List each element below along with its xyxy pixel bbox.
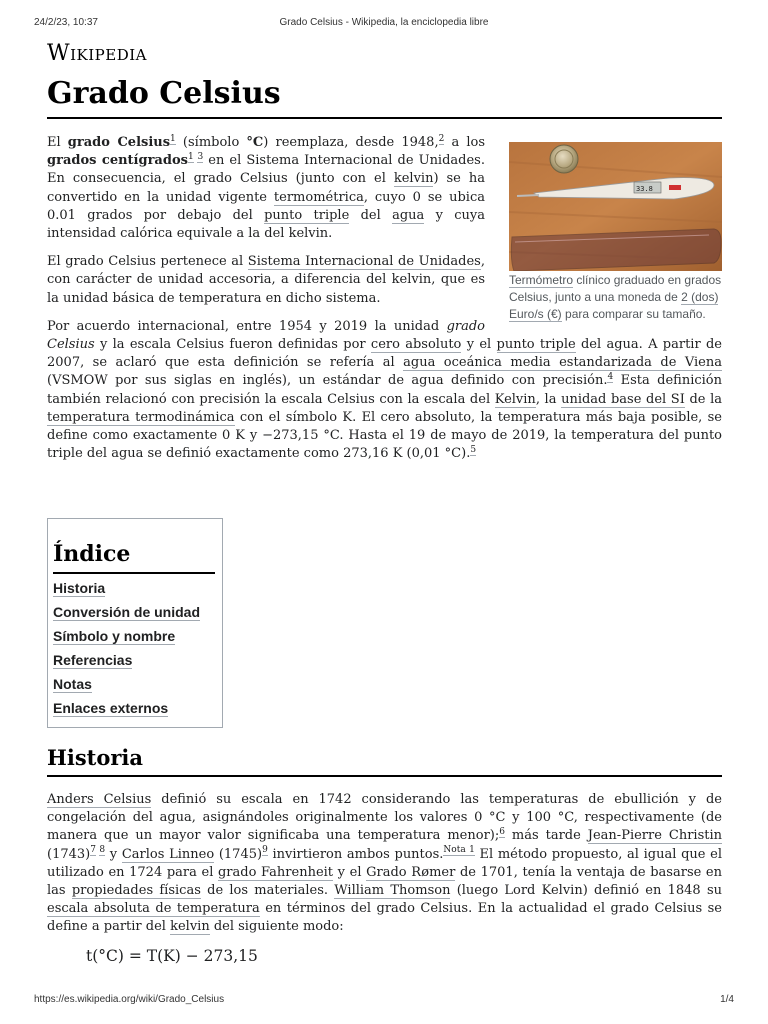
toc-item-historia[interactable] [53, 578, 217, 602]
paragraph-historia [47, 791, 722, 937]
text: Esta definición también relacionó con precisión la escala Celsius con la escala del [47, 373, 722, 407]
thermometer-photo[interactable] [509, 142, 722, 271]
text: del [349, 207, 393, 223]
article-intro [47, 134, 722, 473]
text: más tarde [504, 828, 588, 844]
paragraph-definition [47, 318, 722, 464]
print-page-title: Grado Celsius - Wikipedia, la enciclopedia libre [279, 17, 489, 28]
link-termometrica[interactable]: termométrica [273, 189, 364, 205]
print-datetime: 24/2/23, 10:37 [34, 17, 98, 28]
caption-text: clínico graduado en grados Celsius, junto a una moneda de [509, 273, 722, 304]
footnote-ref[interactable]: 8 [99, 845, 106, 856]
link-agua[interactable]: agua [392, 207, 425, 223]
link-cero-absoluto[interactable]: cero absoluto [370, 337, 462, 353]
term-grado-celsius-italic: grado Celsius [47, 318, 485, 353]
toc-item-label[interactable]: Notas [53, 676, 92, 692]
link-sistema-internacional[interactable]: Sistema Internacional de Unidades [247, 254, 481, 270]
link-carlos-linneo[interactable]: Carlos Linneo [121, 846, 215, 862]
text: del agua. A partir de 2007, se aclaró que esta definición se refería al [47, 337, 722, 371]
toc-item-label[interactable]: Referencias [53, 652, 133, 668]
toc-item-label[interactable]: Historia [53, 580, 106, 596]
link-termometro[interactable]: Termómetro [509, 273, 574, 287]
page-title: Grado Celsius [47, 76, 281, 111]
print-url: https://es.wikipedia.org/wiki/Grado_Celsius [34, 994, 225, 1005]
text: El método propuesto, al igual que el utilizado en 1724 para el [47, 846, 722, 880]
footnote-ref[interactable]: 5 [470, 444, 477, 455]
link-euro[interactable]: Euro/s (€) [509, 307, 562, 321]
text: en el Sistema Internacional de Unidades. En consecuencia, el grado Celsius (junto con el [47, 153, 485, 187]
footnote-ref[interactable]: 1 [187, 151, 194, 162]
footnote-ref[interactable]: 7 [90, 845, 96, 856]
text: , cuyo 0 se ubica 0.01 grados por debajo del [47, 189, 485, 223]
svg-text:33.8: 33.8 [636, 185, 653, 193]
text: (VSMOW por sus siglas en inglés), un estándar de agua definido con precisión. [47, 373, 608, 389]
print-footer [34, 994, 734, 1008]
text: y el [461, 337, 497, 353]
footnote-ref[interactable]: 1 [170, 133, 176, 144]
link-anders-celsius[interactable]: Anders Celsius [47, 792, 152, 807]
toc-title: Índice [53, 541, 131, 567]
text: y [105, 846, 122, 862]
toc-item-label[interactable]: Símbolo y nombre [53, 628, 176, 644]
print-header [34, 17, 734, 31]
link-kelvin[interactable]: kelvin [393, 171, 434, 187]
text: y cuya intensidad calórica equivale a la del kelvin. [47, 207, 485, 242]
link-grado-fahrenheit[interactable]: grado Fahrenheit [217, 864, 334, 880]
text: , la [535, 391, 562, 407]
footnote-ref[interactable]: 4 [607, 372, 614, 383]
link-vsmow[interactable]: agua oceánica media estandarizada de Viena [403, 355, 722, 371]
text: invirtieron ambos puntos. [267, 846, 444, 862]
symbol-celsius: °C [246, 135, 264, 150]
link-grado-romer[interactable]: Grado Rømer [366, 864, 456, 880]
link-temperatura-termodinamica[interactable]: temperatura termodinámica [47, 409, 235, 425]
text: , con carácter de unidad accesoria, a diferencia del kelvin, que es la unidad básica de temperatura en dicho sistema. [47, 254, 485, 306]
link-escala-absoluta[interactable]: escala absoluta de temperatura [47, 901, 260, 917]
text: en términos del grado Celsius. En la actualidad el grado Celsius se define a partir del [47, 901, 723, 935]
toc-item-referencias[interactable] [53, 650, 217, 674]
toc-item-label[interactable]: Conversión de unidad [53, 604, 201, 620]
text: a los [444, 135, 486, 150]
link-punto-triple[interactable]: punto triple [496, 337, 576, 353]
text: (símbolo [175, 135, 247, 150]
text: y la escala Celsius fueron definidas por [94, 337, 371, 353]
link-punto-triple[interactable]: punto triple [264, 207, 350, 223]
text: El [47, 135, 68, 150]
infobox-figure [509, 142, 722, 323]
footnote-ref[interactable]: 3 [197, 151, 204, 162]
toc-item-simbolo[interactable] [53, 626, 217, 650]
text: con el símbolo K. El cero absoluto, la temperatura más baja posible, se define como exactamente 0 K y −273,15 °C. Hasta el 19 de mayo de 2019, la temperatura del punto triple del agua se definió exactamente como 273,16 K (0,01 °C). [47, 409, 722, 462]
term-grado-celsius: grado Celsius [67, 135, 171, 150]
link-unidad-base-si[interactable]: unidad base del SI [561, 391, 685, 407]
toc-item-conversion[interactable] [53, 602, 217, 626]
title-divider [47, 117, 722, 119]
link-kelvin[interactable]: Kelvin [494, 391, 536, 407]
section-historia [47, 791, 722, 937]
toc-item-label[interactable]: Enlaces externos [53, 700, 169, 716]
section-title-historia: Historia [47, 745, 143, 770]
footnote-ref[interactable]: 2 [438, 133, 445, 144]
infobox-caption [509, 272, 722, 323]
table-of-contents [47, 518, 223, 728]
note-ref[interactable]: Nota 1 [443, 845, 475, 856]
wikipedia-wordmark[interactable]: Wikipedia [47, 41, 147, 66]
text: del siguiente modo: [209, 919, 344, 935]
text: (1745) [214, 846, 263, 862]
link-2-dos[interactable]: 2 (dos) [681, 290, 719, 304]
print-page-number: 1/4 [720, 994, 734, 1005]
link-propiedades-fisicas[interactable]: propiedades físicas [71, 883, 201, 899]
text: (luego Lord Kelvin) definió en 1848 su [450, 883, 722, 899]
link-jean-pierre-christin[interactable]: Jean-Pierre Christin [587, 828, 722, 844]
caption-text: para comparar su tamaño. [561, 307, 706, 321]
text: definió su escala en 1742 considerando las temperaturas de ebullición y de congelación del agua, asignándoles originalmente los valores 0 °C y 100 °C, respectivamente (de manera que un mayor valor significaba una temperatura menor); [47, 792, 722, 844]
toc-divider [53, 572, 215, 574]
text: El grado Celsius pertenece al [47, 254, 248, 270]
text: de 1701, tenía la ventaja de basarse en las [47, 864, 722, 899]
link-william-thomson[interactable]: William Thomson [334, 883, 451, 899]
toc-item-notas[interactable] [53, 674, 217, 698]
toc-list [53, 578, 217, 722]
footnote-ref[interactable]: 9 [262, 845, 268, 856]
link-kelvin[interactable]: kelvin [170, 919, 210, 935]
text: (1743) [47, 846, 91, 862]
term-grados-centigrados: grados centígrados [47, 153, 188, 169]
formula-celsius-kelvin: t(°C) = T(K) − 273,15 [86, 947, 258, 965]
toc-item-enlaces[interactable] [53, 698, 217, 722]
text: ) se ha convertido en la unidad vigente [47, 171, 485, 205]
text: de los materiales. [200, 883, 335, 899]
footnote-ref[interactable]: 6 [499, 827, 505, 838]
section-divider [47, 775, 722, 777]
text: ) reemplaza, desde 1948, [263, 135, 439, 150]
text: de la [684, 391, 722, 407]
text: y el [333, 864, 367, 880]
text: Por acuerdo internacional, entre 1954 y 2019 la unidad [47, 318, 447, 334]
